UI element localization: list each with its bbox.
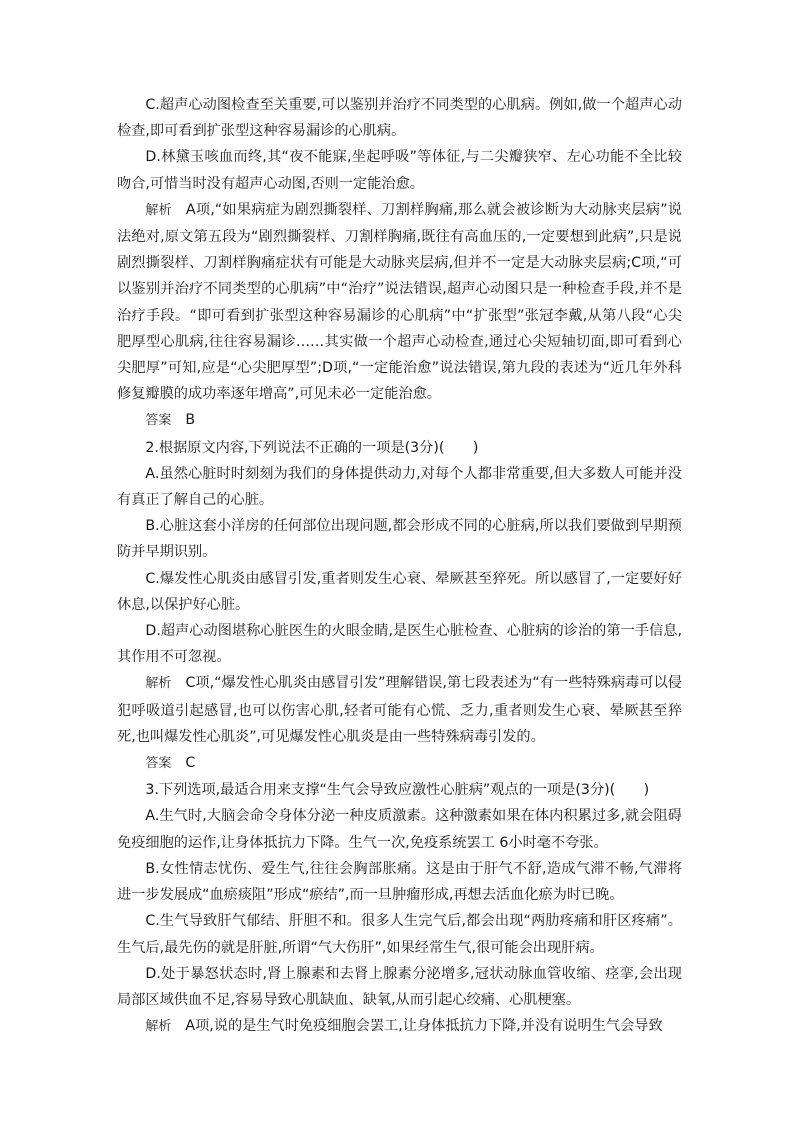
question-3-option-a: A.生气时,大脑会命令身体分泌一种皮质激素。这种激素如果在体内积累过多,就会阻碍免疫细胞的运作,让身体抵抗力下降。生气一次,免疫系统罢工 6小时毫不夸张。 xyxy=(117,808,682,851)
document-page xyxy=(117,92,682,1040)
answer-paragraph: 答案 C xyxy=(145,755,196,772)
answer-label: 答案 xyxy=(145,413,172,429)
question-2-option-c: C.爆发性心肌炎由感冒引发,重者则发生心衰、晕厥甚至猝死。所以感冒了,一定要好好休息,以保护好心脏。 xyxy=(117,570,682,613)
question-3-option-d: D.处于暴怒状态时,肾上腺素和去肾上腺素分泌增多,冠状动脉血管收缩、痉挛,会出现局部区域供血不足,容易导致心肌缺血、缺氧,从而引起心绞痛、心肌梗塞。 xyxy=(117,965,682,1008)
question-3-option-c: C.生气导致肝气郁结、肝胆不和。很多人生完气后,都会出现“两肋疼痛和肝区疼痛”。生气后,最先伤的就是肝脏,所谓“气大伤肝”,如果经常生气,很可能会出现肝病。 xyxy=(117,913,682,956)
analysis-label: 解析 xyxy=(145,676,172,692)
question-2-option-d: D.超声心动图堪称心脏医生的火眼金睛,是医生心脏检查、心脏病的诊治的第一手信息,其作用不可忽视。 xyxy=(117,623,682,666)
analysis-paragraph: 解析 C项,“爆发性心肌炎由感冒引发”理解错误,第七段表述为“有一些特殊病毒可以侵犯呼吸道引起感冒,也可以伤害心肌,轻者可能有心慌、乏力,重者则发生心衰、晕厥甚至猝死,也叫爆发性心肌炎”,可见爆发性心肌炎是由一些特殊病毒引发的。 xyxy=(117,675,682,745)
question-2-option-a: A.虽然心脏时时刻刻为我们的身体提供动力,对每个人都非常重要,但大多数人可能并没有真正了解自己的心脏。 xyxy=(117,465,682,509)
question-3-option-b: B.女性情志忧伤、爱生气,往往会胸部胀痛。这是由于肝气不舒,造成气滞不畅,气滞将进一步发展成“血瘀痰阻”形成“瘀结”,而一旦肿瘤形成,再想去活血化瘀为时已晚。 xyxy=(117,860,682,904)
analysis-paragraph: 解析 A项,“如果病症为剧烈撕裂样、刀割样胸痛,那么就会被诊断为大动脉夹层病”说法绝对,原文第五段为“剧烈撕裂样、刀割样胸痛,既往有高血压的,一定要想到此病”,只是说剧烈撕裂样、刀割样胸痛症状有可能是大动脉夹层病,但并不一定是大动脉夹层病;C项,“可以鉴别并治疗不同类型的心肌病”中“治疗”说法错误,超声心动图只是一种检查手段,并不是治疗手段。“即可看到扩张型这种容易漏诊的心肌病”中“扩张型”张冠李戴,从第八段“心尖肥厚型心肌病,往往容易漏诊……其实做一个超声心动检查,通过心尖短轴切面,即可看到心尖肥厚”可知,应是“心尖肥厚型”;D项,“一定能治愈”说法错误,第九段的表述为“近几年外科修复瓣膜的成功率逐年增高”,可见未必一定能治愈。 xyxy=(117,201,682,403)
question-2-option-b: B.心脏这套小洋房的任何部位出现问题,都会形成不同的心脏病,所以我们要做到早期预防并早期识别。 xyxy=(117,518,682,561)
question-3-stem: 3.下列选项,最适合用来支撑“生气会导致应激性心脏病”观点的一项是(3分)( ) xyxy=(145,782,650,799)
question-2-stem: 2.根据原文内容,下列说法不正确的一项是(3分)( ) xyxy=(145,439,479,456)
analysis-label: 解析 xyxy=(145,1019,172,1035)
answer-paragraph: 答案 B xyxy=(145,412,196,429)
option-c-paragraph: C.超声心动图检查至关重要,可以鉴别并治疗不同类型的心肌病。例如,做一个超声心动检查,即可看到扩张型这种容易漏诊的心肌病。 xyxy=(117,97,682,140)
analysis-label: 解析 xyxy=(145,202,172,218)
analysis-paragraph: 解析 A项,说的是生气时免疫细胞会罢工,让身体抵抗力下降,并没有说明生气会导致 xyxy=(145,1018,663,1035)
option-d-paragraph: D.林黛玉咳血而终,其“夜不能寐,坐起呼吸”等体征,与二尖瓣狭窄、左心功能不全比较吻合,可惜当时没有超声心动图,否则一定能治愈。 xyxy=(117,149,682,192)
answer-label: 答案 xyxy=(145,756,172,772)
